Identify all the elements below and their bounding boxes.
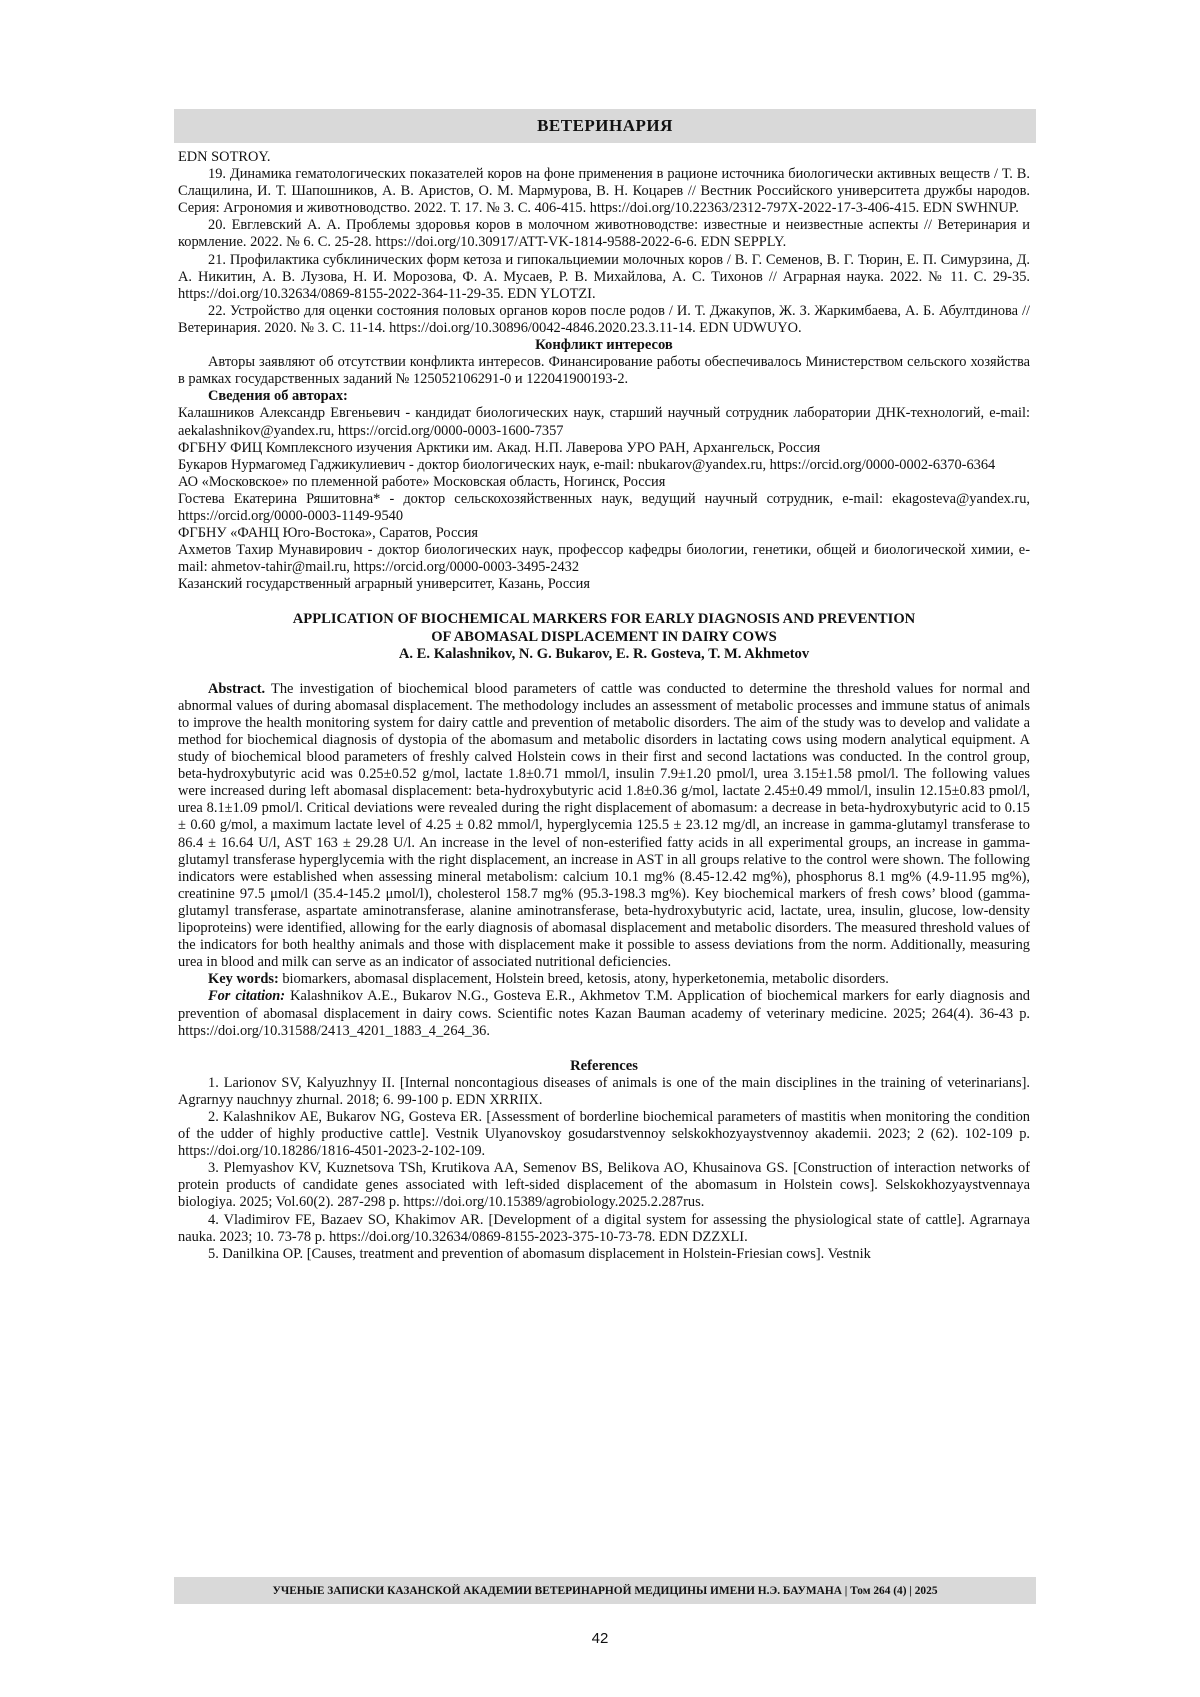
reference-en-3: 3. Plemyashov KV, Kuznetsova TSh, Krutikova AA, Semenov BS, Belikova AO, Khusainova GS. [Construction of interaction networks of protein products of candidate genes associated with left-sided displacement of the abomasum in Holstein cows]. Selskokhozyaystvennaya biologiya. 2025; Vol.60(2). 287-298 p. https://doi.org/10.15389/agrobiology.2025.2.287rus. [178, 1160, 1030, 1211]
journal-footer [174, 1577, 1036, 1604]
reference-ru-19: 19. Динамика гематологических показателей коров на фоне применения в рационе источника биологически активных веществ / Т. В. Слащилина, И. Т. Шапошников, А. В. Аристов, О. М. Мармурова, В. Н. Коцарев // Вестник Российского университета дружбы народов. Серия: Агрономия и животноводство. 2022. Т. 17. № 3. С. 406-415. https://doi.org/10.22363/2312-797X-2022-17-3-406-415. EDN SWHNUP. [178, 166, 1030, 217]
author-info-line: Калашников Александр Евгеньевич - кандидат биологических наук, старший научный сотрудник лаборатории ДНК-технологий, e-mail: aekalashnikov@yandex.ru, https://orcid.org/0000-0003-1600-7357 [178, 405, 1030, 439]
citation-text: Kalashnikov A.E., Bukarov N.G., Gosteva E.R., Akhmetov T.M. Application of biochemical markers for early diagnosis and prevention of abomasal displacement in dairy cows. Scientific notes Kazan Bauman academy of veterinary medicine. 2025; 264(4). 36-43 p. https://doi.org/10.31588/2413_4201_1883_4_264_36. [178, 988, 1030, 1039]
keywords-label: Key words: [208, 971, 279, 988]
author-info-line: Казанский государственный аграрный университет, Казань, Россия [178, 576, 590, 593]
author-info-line: ФГБНУ «ФАНЦ Юго-Востока», Саратов, Россия [178, 525, 479, 542]
conflict-text: Авторы заявляют об отсутствии конфликта интересов. Финансирование работы обеспечивалось Министерством сельского хозяйства в рамках государственных заданий № 125052106291-0 и 122041900193-2. [178, 354, 1030, 388]
authors-info-title: Сведения об авторах: [208, 388, 348, 405]
author-info-line: ФГБНУ ФИЦ Комплексного изучения Арктики им. Акад. Н.П. Лаверова УРО РАН, Архангельск, Россия [178, 439, 821, 456]
citation [178, 988, 1030, 1039]
author-info-line: Гостева Екатерина Ряшитовна* - доктор сельскохозяйственных наук, ведущий научный сотрудник, e-mail: ekagosteva@yandex.ru, https://orcid.org/0000-0003-1149-9540 [178, 490, 1030, 524]
keywords [178, 971, 1030, 988]
references-title: References [570, 1057, 638, 1074]
abstract-text: The investigation of biochemical blood parameters of cattle was conducted to determine the threshold values for normal and abnormal values of during abomasal displacement. The methodology includes an assessment of metabolic processes and immune status of animals to improve the health monitoring system for dairy cattle and prevention of metabolic disorders. The aim of the study was to develop and validate a method for biochemical diagnosis of dystopia of the abomasum and metabolic disorders in lactating cows using modern analytical equipment. A study of biochemical blood parameters of freshly calved Holstein cows in their first and second lactations was conducted. In the control group, beta-hydroxybutyric acid was 0.25±0.52 g/mol, lactate 1.8±0.71 mmol/l, insulin 7.9±1.20 pmol/l, urea 3.15±1.58 pmol/l. The following values were increased during left abomasal displacement: beta-hydroxybutyric acid 1.8±0.36 g/mol, lactate 2.45±0.49 mmol/l, insulin 12.15±0.83 pmol/l, urea 8.1±1.09 pmol/l. Critical deviations were revealed during the right displacement of abomasum: a decrease in beta-hydroxybutyric acid to 0.15 ± 0.60 g/mol, a maximum lactate level of 4.25 ± 0.82 mmol/l, hyperglycemia 125.5 ± 23.12 mg/dl, an increase in gamma-glutamyl transferase to 86.4 ± 16.64 U/l, AST 163 ± 29.28 U/l. An increase in the level of non-esterified fatty acids in all experimental groups, an increase in gamma-glutamyl transferase hyperglycemia with the right displacement, an increase in AST in all groups relative to the control were shown. The following indicators were established when assessing mineral metabolism: calcium 10.1 mg% (8.45-12.42 mg%), phosphorus 8.1 mg% (4.9-11.95 mg%), creatinine 97.5 μmol/l (35.4-145.2 μmol/l), cholesterol 158.7 mg% (95.3-198.3 mg%). Key biochemical markers of fresh cows’ blood (gamma-glutamyl transferase, aspartate aminotransferase, alanine aminotransferase, beta-hydroxybutyric acid, lactate, urea, insulin, glucose, low-density lipoproteins) were identified, allowing for the early diagnosis of abomasal displacement and metabolic disorders. The measured threshold values of the indicators for both healthy animals and those with displacement make it possible to assess deviations from the norm. Additionally, measuring urea in blood and milk can serve as an indicator of associated nutritional deficiencies. [178, 680, 1030, 971]
reference-continuation: EDN SOTROY. [178, 149, 271, 165]
reference-en-4: 4. Vladimirov FE, Bazaev SO, Khakimov AR. [Development of a digital system for assessing the physiological state of cattle]. Agrarnaya nauka. 2023; 10. 73-78 p. https://doi.org/10.32634/0869-8155-2023-375-10-73-78. EDN DZZXLI. [178, 1211, 1030, 1245]
section-header [174, 109, 1036, 143]
page-content [178, 149, 1030, 1469]
article-title-line-1: APPLICATION OF BIOCHEMICAL MARKERS FOR EARLY DIAGNOSIS AND PREVENTION [292, 611, 916, 628]
author-info-line: Букаров Нурмагомед Гаджикулиевич - доктор биологических наук, e-mail: nbukarov@yandex.ru, https://orcid.org/0000-0002-6370-6364 [178, 456, 996, 473]
abstract-label: Abstract. [208, 680, 266, 697]
article-title-line-2: OF ABOMASAL DISPLACEMENT IN DAIRY COWS [431, 628, 777, 645]
reference-en-2: 2. Kalashnikov AE, Bukarov NG, Gosteva ER. [Assessment of borderline biochemical parameters of mastitis when monitoring the condition of the udder of highly productive cattle]. Vestnik Ulyanovskoy gosudarstvennoy selskokhozyaystvennoy akademii. 2023; 2 (62). 102-109 p. https://doi.org/10.18286/1816-4501-2023-2-102-109. [178, 1108, 1030, 1160]
article-authors: A. E. Kalashnikov, N. G. Bukarov, E. R. Gosteva, T. M. Akhmetov [398, 645, 810, 662]
section-title: ВЕТЕРИНАРИЯ [537, 116, 673, 135]
keywords-text: biomarkers, abomasal displacement, Holstein breed, ketosis, atony, hyperketonemia, metabolic disorders. [278, 971, 889, 988]
page-number: 42 [591, 1630, 609, 1647]
journal-name: УЧЕНЫЕ ЗАПИСКИ КАЗАНСКОЙ АКАДЕМИИ ВЕТЕРИНАРНОЙ МЕДИЦИНЫ ИМЕНИ Н.Э. БАУМАНА | Том 264 (4) | 2025 [272, 1584, 938, 1597]
author-info-line: Ахметов Тахир Мунавирович - доктор биологических наук, профессор кафедры биологии, генетики, общей и биологической химии, e-mail: ahmetov-tahir@mail.ru, https://orcid.org/0000-0003-3495-2432 [178, 542, 1030, 576]
citation-label: For citation: [208, 988, 286, 1005]
abstract [178, 681, 1030, 972]
reference-en-5: 5. Danilkina OP. [Causes, treatment and prevention of abomasum displacement in Holstein-Friesian cows]. Vestnik [208, 1245, 871, 1262]
reference-ru-20: 20. Евглевский А. А. Проблемы здоровья коров в молочном животноводстве: известные и неизвестные аспекты // Ветеринария и кормление. 2022. № 6. С. 25-28. https://doi.org/10.30917/ATT-VK-1814-9588-2022-6-6. EDN SEPPLY. [178, 217, 1030, 251]
reference-ru-21: 21. Профилактика субклинических форм кетоза и гипокальциемии молочных коров / В. Г. Семенов, В. Г. Тюрин, Е. П. Симурзина, Д. А. Никитин, А. В. Лузова, Н. И. Морозова, Ф. А. Мусаев, Р. В. Михайлова, А. С. Тихонов // Аграрная наука. 2022. № 11. С. 29-35. https://doi.org/10.32634/0869-8155-2022-364-11-29-35. EDN YLOTZI. [178, 251, 1030, 302]
reference-ru-22: 22. Устройство для оценки состояния половых органов коров после родов / И. Т. Джакупов, Ж. З. Жаркимбаева, А. Б. Абултдинова // Ветеринария. 2020. № 3. С. 11-14. https://doi.org/10.30896/0042-4846.2020.23.3.11-14. EDN UDWUYO. [178, 302, 1030, 336]
author-info-line: АО «Московское» по племенной работе» Московская область, Ногинск, Россия [178, 473, 666, 490]
reference-en-1: 1. Larionov SV, Kalyuzhnyy II. [Internal noncontagious diseases of animals is one of the main disciplines in the training of veterinarians]. Agrarnyy nauchnyy zhurnal. 2018; 6. 99-100 p. EDN XRRIIX. [178, 1074, 1030, 1108]
conflict-title: Конфликт интересов [535, 337, 673, 354]
